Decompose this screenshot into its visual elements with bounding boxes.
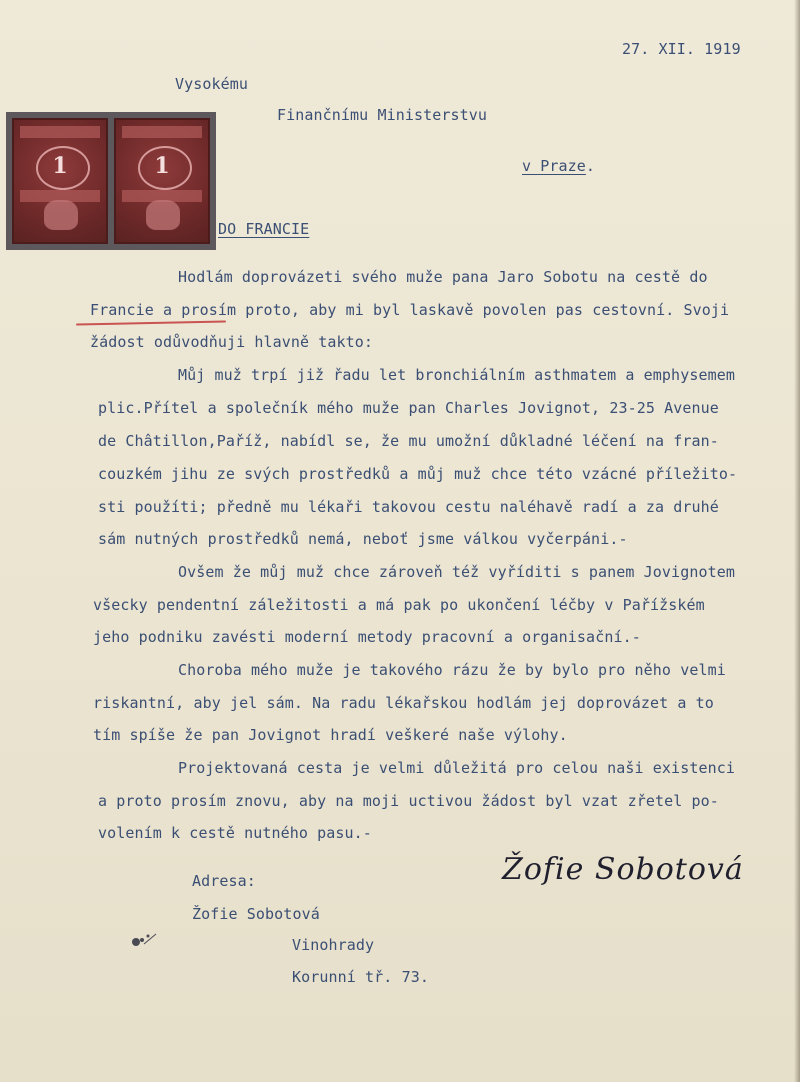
sender-district: Vinohrady: [292, 936, 375, 954]
body-line: Hodlám doprovázeti svého muže pana Jaro Sobotu na cestě do: [178, 268, 708, 286]
body-line: a proto prosím znovu, aby na moji uctivou žádost byl vzat zřetel po-: [98, 792, 719, 810]
revenue-stamp-2: [114, 118, 210, 244]
body-line: volením k cestě nutného pasu.-: [98, 824, 372, 842]
body-line: Ovšem že můj muž chce zároveň též vyříditi s panem Jovignotem: [178, 563, 735, 581]
sender-name: Žofie Sobotová: [192, 905, 320, 923]
body-line: sám nutných prostředků nemá, neboť jsme válkou vyčerpáni.-: [98, 530, 628, 548]
body-line: Francie a prosím proto, aby mi byl laskavě povolen pas cestovní. Svoji: [90, 301, 730, 319]
sender-label: Adresa:: [192, 872, 256, 890]
body-line: sti použíti; předně mu lékaři takovou cestu naléhavě radí a za druhé: [98, 498, 719, 516]
body-line: žádost odůvodňuji hlavně takto:: [90, 333, 374, 351]
addressee-line-3: [522, 157, 595, 175]
handwritten-signature: Žofie Sobotová: [502, 852, 744, 887]
body-line: všecky pendentní záležitosti a má pak po ukončení léčby v Pařížském: [93, 596, 705, 614]
body-line: tím spíše že pan Jovignot hradí veškeré naše výlohy.: [93, 726, 568, 744]
body-line: couzkém jihu ze svých prostředků a můj muž chce této vzácné příležito-: [98, 465, 738, 483]
revenue-stamp-1: [12, 118, 108, 244]
body-line: plic.Přítel a společník mého muže pan Charles Jovignot, 23-25 Avenue: [98, 399, 719, 417]
ink-blot-icon: [128, 930, 158, 950]
addressee-line-2: Finančnímu Ministerstvu: [277, 106, 488, 124]
lion-emblem-icon: [44, 200, 78, 230]
red-pencil-underline: [76, 320, 226, 325]
stamp-value-1: 1: [52, 153, 68, 179]
body-line: de Châtillon,Paříž, nabídl se, že mu umožní důkladné léčení na fran-: [98, 432, 719, 450]
addressee-city: v Praze: [522, 157, 586, 175]
body-line: Projektovaná cesta je velmi důležitá pro celou naši existenci: [178, 759, 735, 777]
stamp-value-2: 1: [154, 153, 170, 179]
body-line: Můj muž trpí již řadu let bronchiálním asthmatem a emphysemem: [178, 366, 735, 384]
body-line: Choroba mého muže je takového rázu že by bylo pro něho velmi: [178, 661, 726, 679]
letter-subject: DO FRANCIE: [218, 220, 310, 238]
addressee-line-1: Vysokému: [175, 75, 249, 93]
lion-emblem-icon: [146, 200, 180, 230]
sender-street: Korunní tř. 73.: [292, 968, 429, 986]
body-line: jeho podniku zavésti moderní metody pracovní a organisační.-: [93, 628, 641, 646]
letter-date: 27. XII. 1919: [622, 40, 741, 58]
addressee-city-suffix: .: [585, 157, 596, 175]
page-edge-shadow: [794, 0, 800, 1082]
revenue-stamps: [6, 112, 216, 250]
body-line: riskantní, aby jel sám. Na radu lékařskou hodlám jej doprovázet a to: [93, 694, 714, 712]
